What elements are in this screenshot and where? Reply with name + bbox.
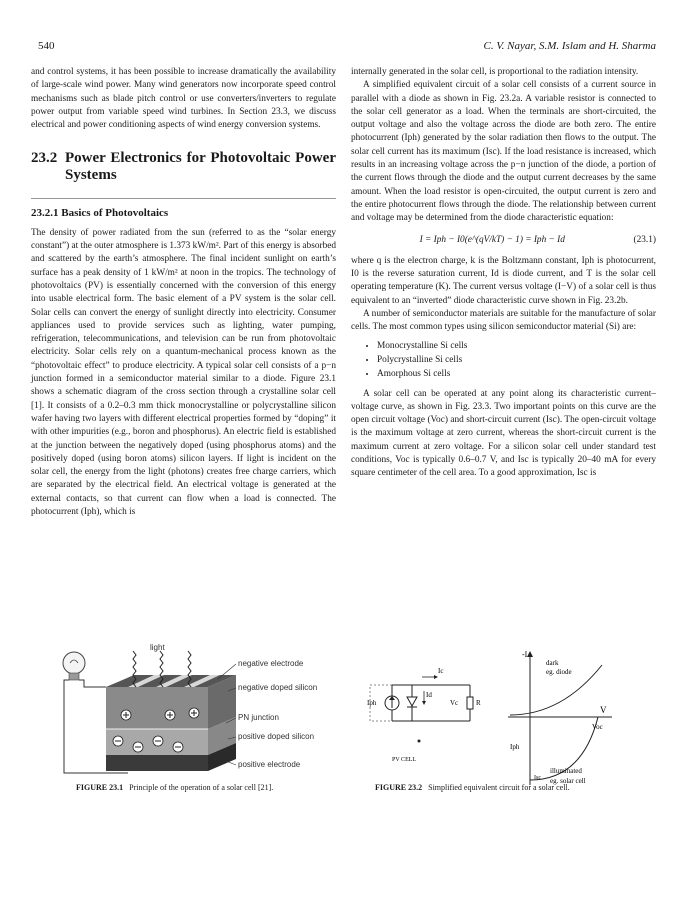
label-r: R [476, 699, 481, 707]
current-source-icon [385, 696, 399, 710]
figure-23-1-caption [76, 783, 273, 792]
label-isc: Isc [534, 775, 541, 781]
paragraph-operating-point: A solar cell can be operated at any point along its characteristic current–voltage curve, as shown in Fig. 23.3. Two important points on this curve are the open circuit voltage (Voc) and short-circuit current (Isc). The open-circuit voltage is the maximum voltage at zero current, whereas the short-circuit current is the maximum current at zero voltage. For a silicon solar cell under standard test conditions, Voc is typically 0.6–0.7 V, and Isc is typically 20–40 mA for every square centimeter of the cell area. To a good approximation, Isc is [351, 388, 656, 479]
diode-icon [407, 697, 417, 707]
label-iph: Iph [367, 699, 377, 707]
paragraph-pv-basics: The density of power radiated from the sun (referred to as the “solar energy constant”) at the outer atmosphere is 1.373 kW/m². Part of this energy is absorbed and scattered by the earth’s atmosphere. The final incident sunlight on earth’s surface has a peak density of 1 kW/m² at noon in the tropics. The technology of photovoltaics (PV) is essentially concerned with the conversion of this energy into usable electrical form. The basic element of a PV system is the solar cell. Solar cells can convert the energy of sunlight directly into electricity. Consumer appliances used to provide services such as lighting, water pumping, refrigeration, telecommunications, and television can be run from photovoltaic electricity. Solar cells rely on a quantum-mechanical process known as the “photovoltaic effect” to produce electricity. A typical solar cell consists of a p−n junction formed in a semiconductor material similar to a diode. Figure 23.1 shows a schematic diagram of the cross section through a crystalline solar cell [1]. It consists of a 0.2–0.3 mm thick monocrystalline or polycrystalline silicon wafer having two layers with different electrical properties formed by “doping” it with other impurities (e.g., boron and phosphorus). An electric field is established at the junction between the negatively doped (using phosphorus atoms) and the positively doped (using boron atoms) silicon layers. If light is incident on the solar cell, the energy from the light (photons) creates free charge carriers, which are separated by the electrical field. An electrical voltage is generated at the external contacts, so that current can flow when a load is connected. The photocurrent (Iph), which is [31, 227, 336, 518]
label-positive-doped: positive doped silicon [238, 732, 315, 741]
label-id: Id [426, 691, 432, 699]
label-neg-i: -I [522, 650, 528, 659]
subsection-heading: 23.2.1 Basics of Photovoltaics [31, 198, 336, 220]
section-heading [31, 150, 336, 184]
label-ic: Ic [438, 667, 444, 675]
label-eg-solar-cell: eg. solar cell [550, 777, 586, 785]
label-negative-electrode: negative electrode [238, 659, 304, 668]
label-pn-junction: PN junction [238, 713, 279, 722]
label-voc: Voc [592, 723, 603, 731]
paragraph-materials: A number of semiconductor materials are suitable for the manufacture of solar cells. The most common types using silicon semiconductor material (Si) are: [351, 309, 656, 333]
label-v: V [600, 705, 607, 715]
material-list [351, 340, 656, 382]
left-column [31, 66, 336, 519]
right-column [351, 66, 656, 481]
section-number: 23.2 [31, 150, 58, 167]
caption-text: Simplified equivalent circuit for a solar cell. [428, 783, 570, 792]
label-light: light [150, 643, 165, 652]
figure-solar-cell-cross-section [58, 643, 348, 789]
list-item: • Monocrystalline Si cells [377, 340, 656, 353]
lightbulb-icon [63, 652, 85, 680]
equation-text: I = Iph − I0(e^(qV/kT) − 1) = Iph − Id [419, 234, 565, 245]
label-illuminated: illuminated [550, 767, 582, 775]
list-item: • Polycrystalline Si cells [377, 354, 656, 367]
wire-top [79, 680, 106, 687]
resistor-icon [467, 697, 473, 709]
label-negative-doped: negative doped silicon [238, 683, 318, 692]
paragraph-radiation: internally generated in the solar cell, is proportional to the radiation intensity. [351, 67, 639, 77]
figure-23-2-caption [375, 783, 570, 792]
running-header-authors: C. V. Nayar, S.M. Islam and H. Sharma [483, 40, 656, 52]
cell-layers [106, 675, 236, 771]
paragraph-equivalent-circuit: A simplified equivalent circuit of a solar cell consists of a current source in parallel with a diode as shown in Fig. 23.2a. A variable resistor is connected to the solar cell generator as a load. When the terminals are short-circuited, the output voltage and also the voltage across the diode are both zero. The entire photocurrent (Iph) generated by the solar radiation then flows to the output. The solar cell current has its maximum (Isc). If the load resistance is increased, which results in an increasing voltage across the p−n junction of the diode, a portion of the current flows through the diode and the output current decreases by the same amount. When the load resistor is open-circuited, the output current is zero and the entire photocurrent flows through the diode. The relationship between current and voltage may be determined from the diode characteristic equation: [351, 80, 656, 224]
section-title: Power Electronics for Photovoltaic Power Systems [65, 150, 336, 184]
label-pv-cell: PV CELL [392, 757, 417, 763]
caption-label: FIGURE 23.2 [375, 783, 423, 792]
figure-equivalent-circuit [362, 645, 612, 791]
equation-number: (23.1) [633, 234, 656, 245]
label-dark: dark [546, 659, 559, 667]
caption-label: FIGURE 23.1 [76, 783, 124, 792]
paragraph-wind-intro: and control systems, it has been possible to increase dramatically the availability of large-scale wind power. Many wind generators now incorporate speed control mechanisms such as blade pitch control or use converters/inverters to regulate power output from variable speed wind turbines. In Section 23.3, we discuss electrical and power conditioning aspects of wind energy conversion systems. [31, 67, 336, 131]
paragraph-equation-terms: where q is the electron charge, k is the Boltzmann constant, Iph is photocurrent, I0 is the reverse saturation current, Id is diode current, and T is the solar cell operating temperature (K). The current versus voltage (I−V) of a solar cell is thus equivalent to an “inverted” diode characteristic curve shown in Fig. 23.2b. [351, 255, 656, 306]
label-positive-electrode: positive electrode [238, 760, 301, 769]
equation-23-1 [351, 234, 656, 247]
label-iph-graph: Iph [510, 743, 520, 751]
label-eg-diode: eg. diode [546, 668, 572, 676]
label-vc: Vc [450, 699, 459, 707]
page-number: 540 [38, 40, 55, 52]
list-item: • Amorphous Si cells [377, 368, 656, 381]
caption-text: Principle of the operation of a solar cell [21]. [129, 783, 274, 792]
